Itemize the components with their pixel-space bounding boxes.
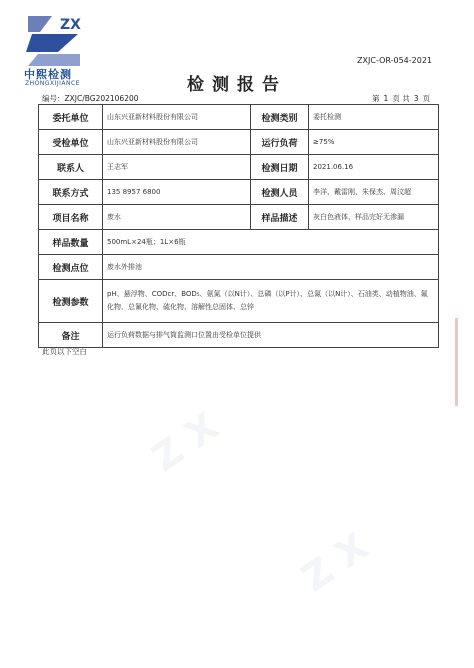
type-label: 检测类别: [251, 105, 309, 130]
table-row: [39, 323, 439, 348]
staff-value: 李洋、戴雷刚、朱保杰、周汶超: [309, 180, 439, 205]
staff-label: 检测人员: [251, 180, 309, 205]
table-row: [39, 180, 439, 205]
table-row: [39, 280, 439, 323]
desc-label: 样品描述: [251, 205, 309, 230]
item-value: 废水: [103, 205, 251, 230]
watermark-mark: Z X: [293, 523, 377, 601]
client-value: 山东兴亚新材料股份有限公司: [103, 105, 251, 130]
table-row: [39, 230, 439, 255]
contact-label: 联系人: [39, 155, 103, 180]
params-label: 检测参数: [39, 280, 103, 323]
page-suffix: 页: [422, 94, 430, 103]
page-indicator: [370, 93, 432, 104]
contact-value: 王志军: [103, 155, 251, 180]
page-current: 1: [383, 94, 389, 103]
table-row: [39, 255, 439, 280]
phone-label: 联系方式: [39, 180, 103, 205]
inspected-label: 受检单位: [39, 130, 103, 155]
site-label: 检测点位: [39, 255, 103, 280]
params-value: pH、悬浮物、CODcr、BOD₅、氨氮（以N计）、总磷（以P计）、总氮（以N计）、石油类、动植物油、氟化物、总氰化物、硫化物、溶解性总固体、总锌: [103, 280, 439, 323]
document-code: ZXJC-OR-054-2021: [357, 56, 432, 65]
report-number: 编号：ZXJC/BG202106200: [42, 94, 139, 103]
brand-name: 中熙检测: [24, 68, 72, 81]
table-row: [39, 205, 439, 230]
seam-stamp: [455, 318, 472, 406]
page-prefix: 第: [372, 94, 380, 103]
load-label: 运行负荷: [251, 130, 309, 155]
watermark-mark: Z X: [143, 403, 227, 481]
site-value: 废水外排池: [103, 255, 439, 280]
item-label: 项目名称: [39, 205, 103, 230]
inspected-value: 山东兴亚新材料股份有限公司: [103, 130, 251, 155]
qty-value: 500mL×24瓶；1L×6瓶: [103, 230, 439, 255]
page-title: 检测报告: [187, 75, 287, 95]
page-total: 3: [413, 94, 419, 103]
table-row: [39, 105, 439, 130]
remark-label: 备注: [39, 323, 103, 348]
table-row: [39, 130, 439, 155]
page-mid: 页 共: [392, 94, 410, 103]
remark-value: 运行负荷数据与排气筒监测口位置由受检单位提供: [103, 323, 439, 348]
load-value: ≥75%: [309, 130, 439, 155]
phone-value: 135 8957 6800: [103, 180, 251, 205]
date-value: 2021.06.16: [309, 155, 439, 180]
type-value: 委托检测: [309, 105, 439, 130]
desc-value: 灰白色液体，样品完好无渗漏: [309, 205, 439, 230]
table-row: [39, 155, 439, 180]
report-table: [38, 104, 439, 348]
brand-english: ZHONGXIJIANCE: [25, 80, 80, 87]
blank-note: 此页以下空白: [42, 347, 87, 356]
logo-mark: ZX: [60, 17, 81, 33]
date-label: 检测日期: [251, 155, 309, 180]
client-label: 委托单位: [39, 105, 103, 130]
qty-label: 样品数量: [39, 230, 103, 255]
